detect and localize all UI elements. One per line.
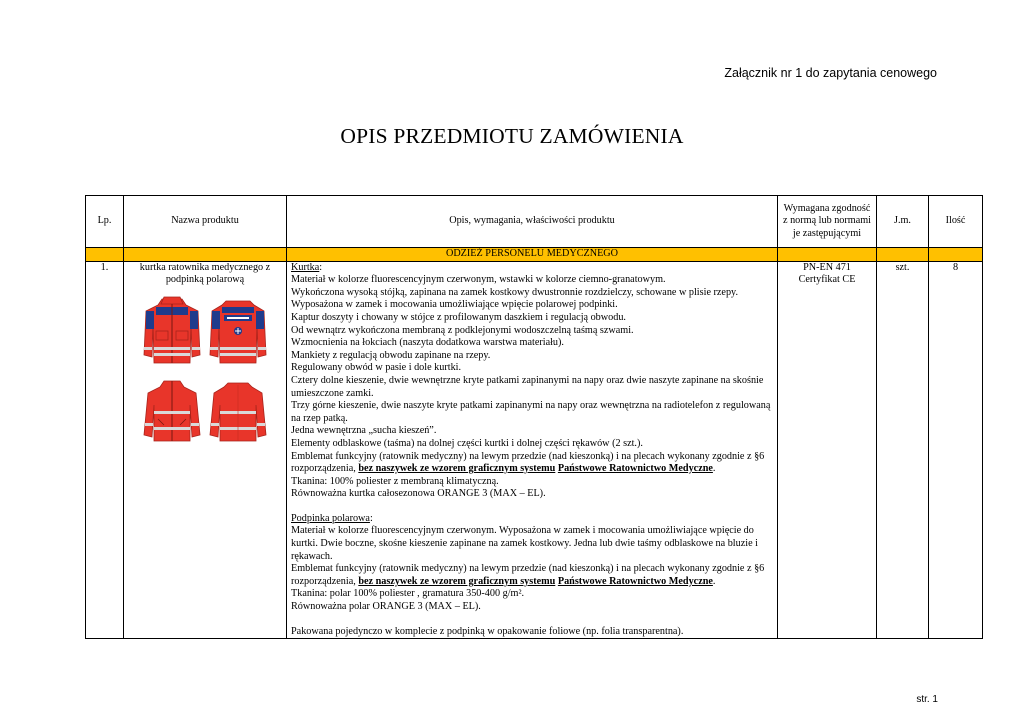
row-product-name: kurtka ratownika medycznego z podpinką polarową xyxy=(139,261,271,286)
jacket-line: Wyposażona w zamek i mocowania umożliwiające wpięcie polarowej podpinki. xyxy=(291,299,618,311)
jacket-heading-line xyxy=(291,262,774,275)
fleece-line: Materiał w kolorze fluorescencyjnym czerwonym. Wyposażona w zamek i mocowania umożliwiające wpięcie do kurtki. Dwie boczne, skośne kieszenie zapinane na zamek kostkowy. Jedna lub dwie taśmy odblaskowe na bluzie i rękawach. xyxy=(291,525,758,562)
jacket-emblem-prm: Państwowe Ratownictwo Medyczne xyxy=(557,463,713,475)
header-qty: Ilość xyxy=(929,196,983,248)
attachment-label: Załącznik nr 1 do zapytania cenowego xyxy=(724,66,937,80)
page-title: OPIS PRZEDMIOTU ZAMÓWIENIA xyxy=(340,124,684,148)
jacket-heading-colon: : xyxy=(319,261,323,273)
jacket-emblem-dot: . xyxy=(712,463,716,475)
spec-table xyxy=(85,195,983,639)
row-description xyxy=(287,261,778,639)
jacket-line: Trzy górne kieszenie, dwie naszyte kryte patkami zapinanymi na napy oraz wewnętrzna na radiotelefon z regulowaną na rzep patką. xyxy=(291,400,771,424)
jacket-line: Materiał w kolorze fluorescencyjnym czerwonym, wstawki w kolorze ciemno-granatowym. xyxy=(291,274,666,286)
fleece-line: Równoważna polar ORANGE 3 (MAX – EL). xyxy=(291,601,481,613)
fleece-line: Tkanina: polar 100% poliester , gramatura 350-400 g/m². xyxy=(291,588,525,600)
jacket-emblem-bold: bez naszywek ze wzorem graficznym systemu xyxy=(358,463,556,475)
fleece-emblem-line xyxy=(291,563,774,588)
fleece-emblem-text: Emblemat funkcyjny (ratownik medyczny) na lewym przedzie (nad kieszonką) i na plecach wykonany zgodnie z §6 rozporządzenia, xyxy=(291,563,765,587)
fleece-heading: Podpinka polarowa xyxy=(291,512,370,524)
jacket-line: Równoważna kurtka całosezonowa ORANGE 3 (MAX – EL). xyxy=(291,488,546,500)
norm-certificate: Certyfikat CE xyxy=(798,274,856,286)
fleece-front-image xyxy=(142,379,202,443)
fleece-heading-colon: : xyxy=(369,512,373,524)
jacket-line: Wykończona wysoką stójką, zapinana na zamek kostkowy dwustronnie rozdzielczy, schowane w plisie rzepy. xyxy=(291,286,739,298)
header-unit: J.m. xyxy=(877,196,929,248)
jacket-line: Wzmocnienia na łokciach (naszyta dodatkowa warstwa materiału). xyxy=(291,337,564,349)
fleece-heading-line xyxy=(291,513,774,526)
table-row xyxy=(86,261,983,639)
fleece-back-image xyxy=(208,379,268,443)
jacket-line: Elementy odblaskowe (taśma) na dolnej części kurtki i dolnej części rękawów (2 szt.). xyxy=(291,437,643,449)
jacket-line: Tkanina: 100% poliester z membraną klimatyczną. xyxy=(291,475,499,487)
jacket-emblem-line xyxy=(291,451,774,476)
packaging-line: Pakowana pojedynczo w komplecie z podpinką w opakowanie foliowe (np. folia transparentna). xyxy=(291,625,684,637)
jacket-line: Regulowany obwód w pasie i dole kurtki. xyxy=(291,362,462,374)
jacket-line: Mankiety z regulacją obwodu zapinane na rzepy. xyxy=(291,349,491,361)
page-number: str. 1 xyxy=(916,694,938,705)
fleece-emblem-bold: bez naszywek ze wzorem graficznym systemu xyxy=(358,575,556,587)
table-header-row xyxy=(86,196,983,248)
jacket-heading: Kurtka xyxy=(291,261,320,273)
jacket-emblem-text: Emblemat funkcyjny (ratownik medyczny) na lewym przedzie (nad kieszonką) i na plecach wykonany zgodnie z §6 rozporządzenia, xyxy=(291,450,765,475)
section-row xyxy=(86,248,983,262)
product-images xyxy=(127,295,283,443)
row-qty: 8 xyxy=(929,261,983,639)
row-lp: 1. xyxy=(86,261,124,639)
jacket-line: Kaptur doszyty i chowany w stójce z profilowanym daszkiem i regulacją obwodu. xyxy=(291,311,626,323)
jacket-line: Od wewnątrz wykończona membraną z podklejonymi wodoszczelną taśmą szwami. xyxy=(291,324,634,336)
header-desc: Opis, wymagania, właściwości produktu xyxy=(287,196,778,248)
row-product-cell xyxy=(124,261,287,639)
jacket-line: Cztery dolne kieszenie, dwie wewnętrzne kryte patkami zapinanymi na napy oraz dwie naszyte zapinane na skośnie umieszczone zamki. xyxy=(291,374,764,399)
jacket-back-image xyxy=(208,295,268,367)
fleece-emblem-prm: Państwowe Ratownictwo Medyczne xyxy=(557,575,713,587)
row-norm xyxy=(778,261,877,639)
norm-standard: PN-EN 471 xyxy=(803,261,851,273)
fleece-emblem-dot: . xyxy=(712,575,716,587)
header-name: Nazwa produktu xyxy=(124,196,287,248)
row-unit: szt. xyxy=(877,261,929,639)
jacket-line: Jedna wewnętrzna „sucha kieszeń”. xyxy=(291,425,437,437)
jacket-front-image xyxy=(142,295,202,367)
section-title: ODZIEŻ PERSONELU MEDYCZNEGO xyxy=(287,248,778,262)
header-norm: Wymagana zgodność z normą lub normami je zastępującymi xyxy=(778,196,877,248)
header-lp: Lp. xyxy=(86,196,124,248)
